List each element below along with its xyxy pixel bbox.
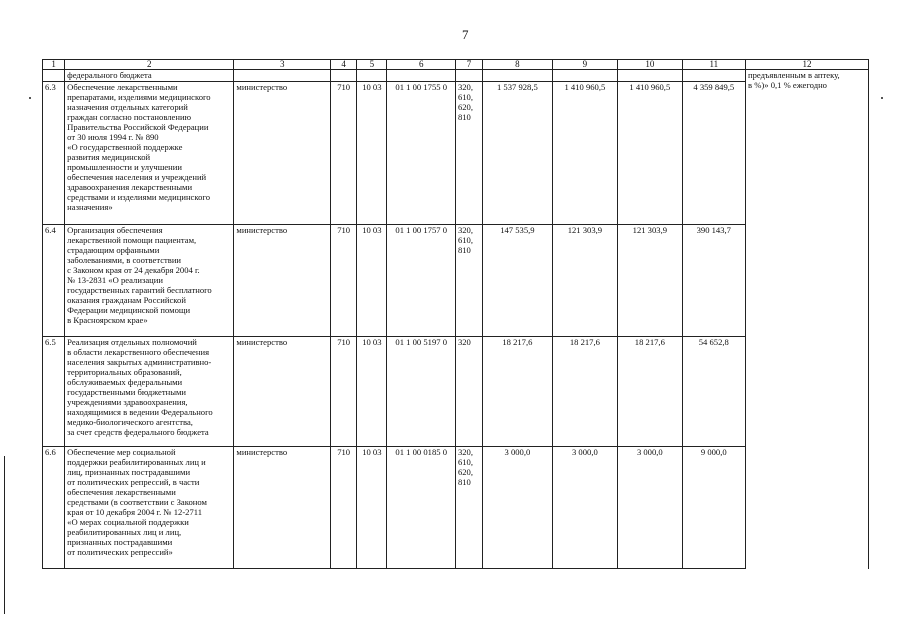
code-section: 10 03 [357, 82, 387, 224]
header-cell: 4 [331, 60, 357, 70]
code-expense-type: 320, 610, 810 [455, 224, 482, 336]
executor: министерство [234, 336, 331, 446]
code-target: 01 1 00 1757 0 [387, 224, 455, 336]
code-grbs: 710 [331, 82, 357, 224]
amount-year1: 1 537 928,5 [483, 82, 553, 224]
target-indicator-cell: предъявленным в аптеку, в %)» 0,1 % ежегодно [746, 70, 869, 569]
amount-total: 9 000,0 [682, 446, 745, 568]
code-section: 10 03 [357, 224, 387, 336]
page-number: 7 [462, 27, 469, 42]
header-cell: 5 [357, 60, 387, 70]
amount-year2: 121 303,9 [552, 224, 617, 336]
executor: министерство [234, 446, 331, 568]
code-target: 01 1 00 1755 0 [387, 82, 455, 224]
continuation-row [43, 70, 869, 82]
scan-speck [29, 97, 31, 99]
code-section: 10 03 [357, 446, 387, 568]
amount-year3: 121 303,9 [618, 224, 682, 336]
amount-year2: 18 217,6 [552, 336, 617, 446]
header-cell: 10 [618, 60, 682, 70]
row-number: 6.5 [43, 336, 65, 446]
amount-total: 54 652,8 [682, 336, 745, 446]
code-expense-type: 320, 610, 620, 810 [455, 446, 482, 568]
code-expense-type: 320, 610, 620, 810 [455, 82, 482, 224]
header-cell: 8 [483, 60, 553, 70]
amount-year3: 3 000,0 [618, 446, 682, 568]
amount-year2: 3 000,0 [552, 446, 617, 568]
header-cell: 12 [746, 60, 869, 70]
continuation-text: федерального бюджета [65, 70, 234, 82]
header-cell: 9 [552, 60, 617, 70]
amount-year3: 18 217,6 [618, 336, 682, 446]
measure-name: Обеспечение лекарственными препаратами, изделиями медицинского назначения отдельных категорий граждан согласно постановлению Правительства Российской Федерации от 30 июля 1994 г. № 890 «О государственной поддержке развития медицинской промышленности и улучшении обеспечения населения и учреждений здравоохранения лекарственными средствами и изделиями медицинского назначения» [65, 82, 234, 224]
amount-year1: 147 535,9 [483, 224, 553, 336]
header-cell: 1 [43, 60, 65, 70]
code-grbs: 710 [331, 446, 357, 568]
scan-speck [881, 97, 883, 99]
table-row [43, 336, 869, 446]
header-cell: 11 [682, 60, 745, 70]
row-number: 6.4 [43, 224, 65, 336]
code-section: 10 03 [357, 336, 387, 446]
executor: министерство [234, 82, 331, 224]
code-target: 01 1 00 0185 0 [387, 446, 455, 568]
amount-total: 390 143,7 [682, 224, 745, 336]
header-cell: 7 [455, 60, 482, 70]
measure-name: Обеспечение мер социальной поддержки реабилитированных лиц и лиц, признанных пострадавшими от политических репрессий, в части обеспечения лекарственными средствами (в соответствии с Законом края от 10 декабря 2004 г. № 12-2711 «О мерах социальной поддержки реабилитированных лиц и лиц, признанных пострадавшими от политических репрессий» [65, 446, 234, 568]
code-expense-type: 320 [455, 336, 482, 446]
margin-line [4, 456, 5, 614]
executor: министерство [234, 224, 331, 336]
amount-total: 4 359 849,5 [682, 82, 745, 224]
header-cell: 6 [387, 60, 455, 70]
amount-year2: 1 410 960,5 [552, 82, 617, 224]
measure-name: Организация обеспечения лекарственной помощи пациентам, страдающим орфанными заболеваниями, в соответствии с Законом края от 24 декабря 2004 г. № 13-2831 «О реализации государственных гарантий бесплатного оказания гражданам Российской Федерации медицинской помощи в Красноярском крае» [65, 224, 234, 336]
code-grbs: 710 [331, 336, 357, 446]
header-row [43, 60, 869, 70]
code-target: 01 1 00 5197 0 [387, 336, 455, 446]
amount-year3: 1 410 960,5 [618, 82, 682, 224]
header-cell: 3 [234, 60, 331, 70]
measure-name: Реализация отдельных полномочий в области лекарственного обеспечения населения закрытых административно- территориальных образований, обслуживаемых федеральными государственными бюджетными учреждениями здравоохранения, находящимися в ведении Федерального медико-биологического агентства, за счет средств федерального бюджета [65, 336, 234, 446]
row-number: 6.6 [43, 446, 65, 568]
code-grbs: 710 [331, 224, 357, 336]
row-number: 6.3 [43, 82, 65, 224]
table-row [43, 82, 869, 224]
amount-year1: 18 217,6 [483, 336, 553, 446]
table-row [43, 446, 869, 568]
table-row [43, 224, 869, 336]
header-cell: 2 [65, 60, 234, 70]
amount-year1: 3 000,0 [483, 446, 553, 568]
budget-table [42, 59, 869, 569]
